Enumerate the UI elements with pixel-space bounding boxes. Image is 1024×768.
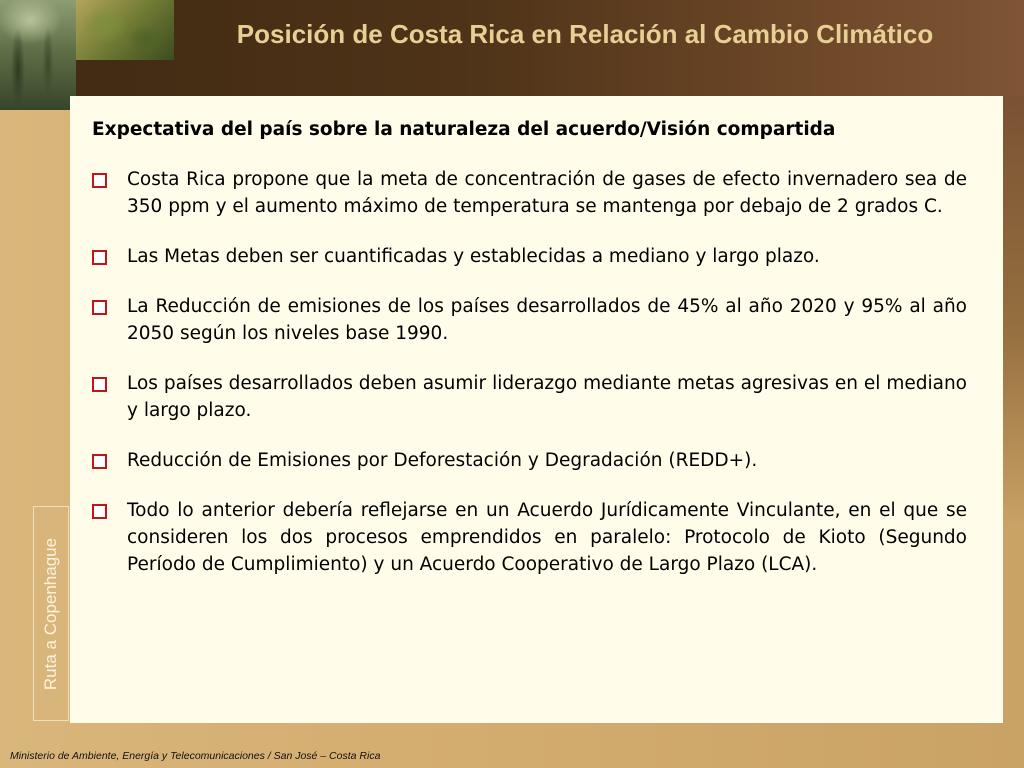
bullet-item <box>92 497 967 578</box>
bullet-item <box>92 447 967 474</box>
bullet-item <box>92 370 967 424</box>
side-label-box <box>33 506 69 721</box>
forest-photo <box>0 0 76 110</box>
bullet-text: La Reducción de emisiones de los países desarrollados de 45% al año 2020 y 95% al año 2050 según los niveles base 1990. <box>127 296 967 344</box>
checkbox-bullet-icon <box>92 377 107 392</box>
footer-text: Ministerio de Ambiente, Energía y Telecomunicaciones / San José – Costa Rica <box>10 750 381 762</box>
bullet-text: Las Metas deben ser cuantificadas y establecidas a mediano y largo plazo. <box>127 246 820 267</box>
slide-subtitle: Expectativa del país sobre la naturaleza del acuerdo/Visión compartida <box>92 119 836 140</box>
bullet-text: Costa Rica propone que la meta de concentración de gases de efecto invernadero sea de 350 ppm y el aumento máximo de temperatura se mantenga por debajo de 2 grados C. <box>127 169 967 217</box>
bullet-text: Los países desarrollados deben asumir liderazgo mediante metas agresivas en el mediano y largo plazo. <box>127 373 967 421</box>
side-label-text: Ruta a Copenhague <box>41 537 60 690</box>
bullet-item <box>92 293 967 347</box>
bullet-item <box>92 243 967 270</box>
foliage-photo <box>76 0 174 60</box>
checkbox-bullet-icon <box>92 300 107 315</box>
bullet-text: Reducción de Emisiones por Deforestación y Degradación (REDD+). <box>127 450 758 471</box>
checkbox-bullet-icon <box>92 173 107 188</box>
checkbox-bullet-icon <box>92 504 107 519</box>
content-panel <box>70 96 1003 723</box>
bullet-item <box>92 166 967 220</box>
slide-title: Posición de Costa Rica en Relación al Cambio Climático <box>236 19 934 49</box>
checkbox-bullet-icon <box>92 250 107 265</box>
right-decorative-band <box>1003 96 1024 526</box>
bullet-text: Todo lo anterior debería reflejarse en un Acuerdo Jurídicamente Vinculante, en el que se consideren los dos procesos emprendidos en paralelo: Protocolo de Kioto (Segundo Período de Cumplimiento) y un Acuerdo Cooperativo de Largo Plazo (LCA). <box>127 500 967 575</box>
checkbox-bullet-icon <box>92 454 107 469</box>
